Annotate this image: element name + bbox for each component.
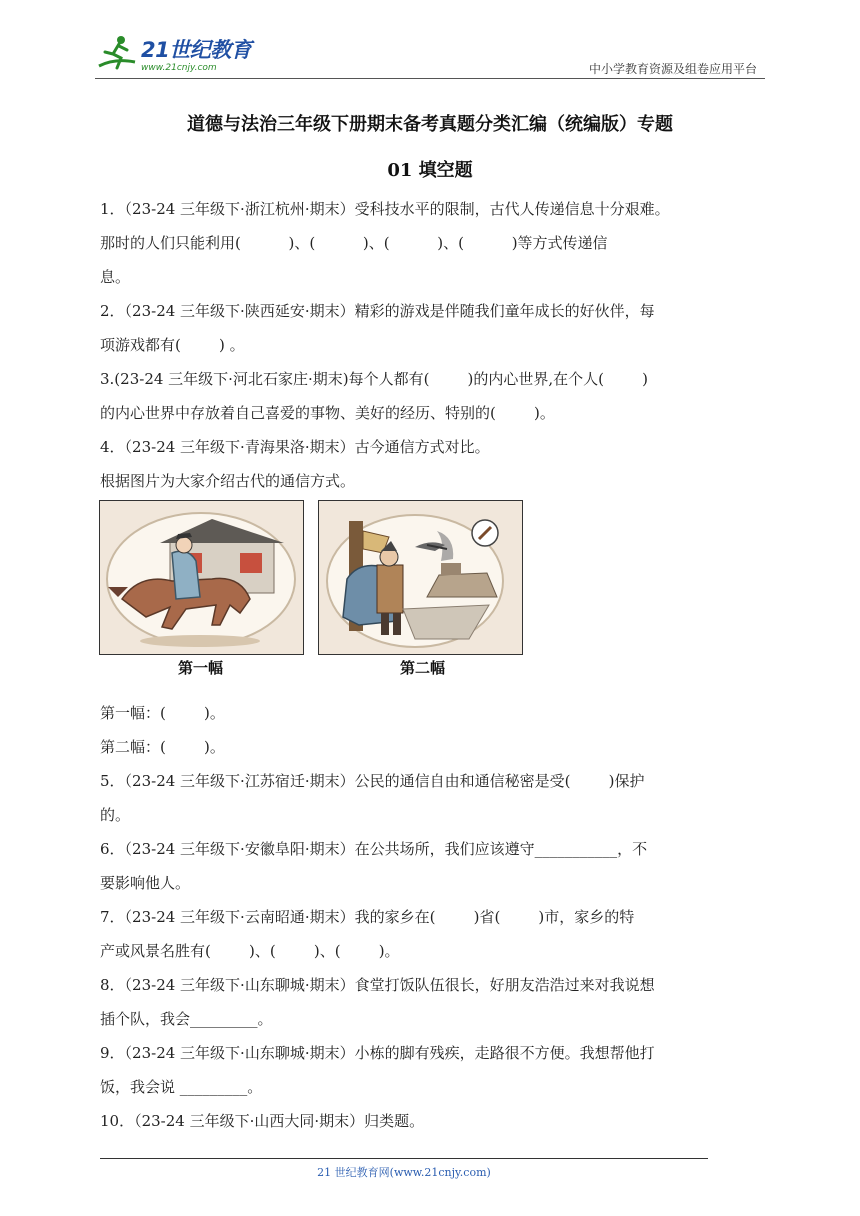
question-line: 8．（23-24 三年级下·山东聊城·期末）食堂打饭队伍很长，好朋友浩浩过来对我说想 [100, 976, 655, 994]
question-line: 产或风景名胜有( )、( )、( )。 [100, 942, 400, 960]
question-line: 要影响他人。 [100, 874, 191, 892]
question-line: 的。 [100, 806, 131, 824]
figure-caption: 第二幅 [400, 659, 446, 677]
question-line: 息。 [100, 268, 131, 286]
question-line: 5．（23-24 三年级下·江苏宿迁·期末）公民的通信自由和通信秘密是受( )保护 [100, 772, 645, 790]
question-line: 根据图片为大家介绍古代的通信方式。 [100, 472, 356, 490]
question-line: 第二幅：( )。 [100, 738, 225, 756]
page-footer: 21 世纪教育网(www.21cnjy.com) [317, 1166, 491, 1179]
question-line: 9．（23-24 三年级下·山东聊城·期末）小栋的脚有残疾，走路很不方便。我想帮他打 [100, 1044, 655, 1062]
question-line: 项游戏都有( ) 。 [100, 336, 245, 354]
question-line: 那时的人们只能利用( )、( )、( )、( )等方式传递信 [100, 234, 608, 252]
header-divider [95, 78, 765, 79]
question-line: 3.(23-24 三年级下·河北石家庄·期末)每个人都有( )的内心世界,在个人( ) [100, 370, 649, 388]
section-title: 01 填空题 [387, 160, 473, 181]
footer-divider [100, 1158, 708, 1159]
question-line: 1．（23-24 三年级下·浙江杭州·期末）受科技水平的限制，古代人传递信息十分艰难。 [100, 200, 670, 218]
page-title: 道德与法治三年级下册期末备考真题分类汇编（统编版）专题 [187, 114, 673, 135]
question-line: 4．（23-24 三年级下·青海果洛·期末）古今通信方式对比。 [100, 438, 490, 456]
figure-beacon-tower [318, 500, 523, 655]
question-line: 的内心世界中存放着自己喜爱的事物、美好的经历、特别的( )。 [100, 404, 555, 422]
platform-slogan: 中小学教育资源及组卷应用平台 [588, 62, 757, 76]
question-line: 10．（23-24 三年级下·山西大同·期末）归类题。 [100, 1112, 425, 1130]
question-line: 7．（23-24 三年级下·云南昭通·期末）我的家乡在( )省( )市，家乡的特 [100, 908, 635, 926]
logo [95, 32, 265, 76]
question-line: 6．（23-24 三年级下·安徽阜阳·期末）在公共场所，我们应该遵守___________，不 [100, 840, 648, 858]
question-line: 饭，我会说 _________。 [100, 1078, 263, 1096]
question-line: 插个队，我会_________。 [100, 1010, 273, 1028]
question-line: 第一幅：( )。 [100, 704, 225, 722]
page-header [95, 30, 765, 80]
figure-caption: 第一幅 [178, 659, 224, 677]
question-line: 2．（23-24 三年级下·陕西延安·期末）精彩的游戏是伴随我们童年成长的好伙伴，每 [100, 302, 655, 320]
figure-horse-courier [99, 500, 304, 655]
runner-logo-icon [95, 32, 141, 76]
logo-url: www.21cnjy.com [141, 63, 217, 73]
logo-text: 21世纪教育 [141, 38, 252, 62]
